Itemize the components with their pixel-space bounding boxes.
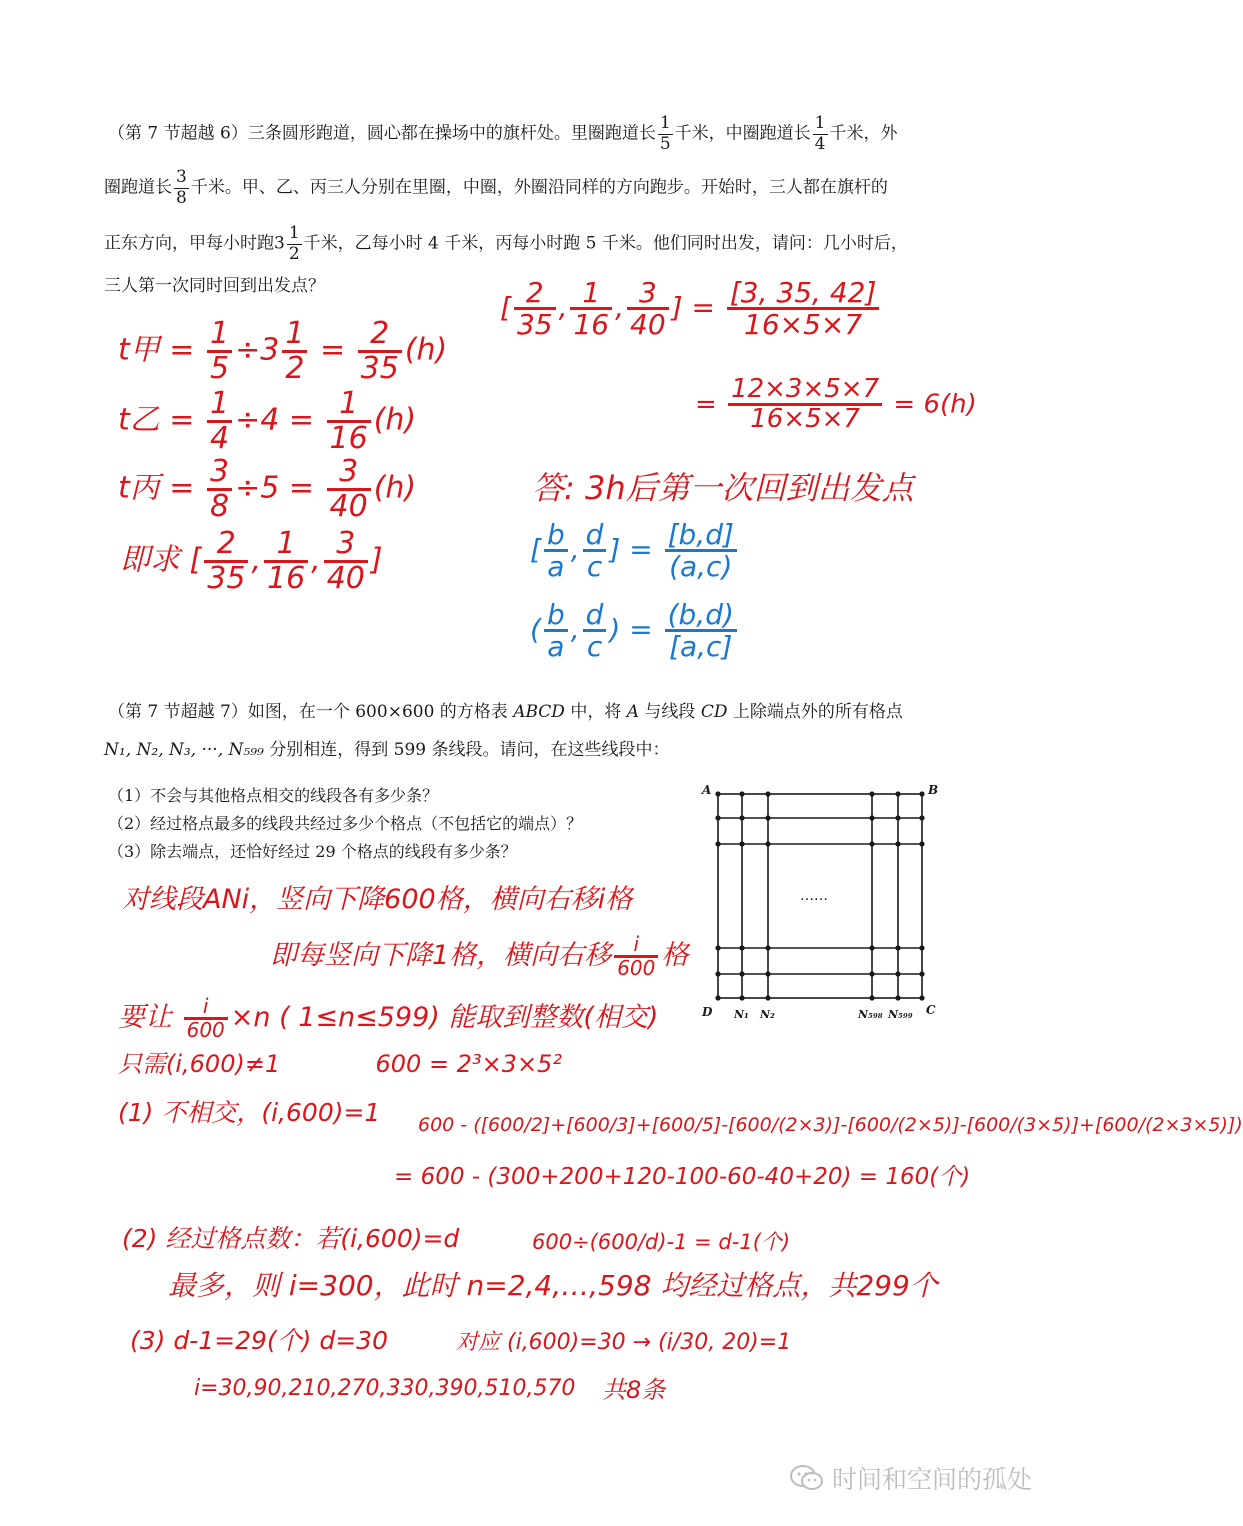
grid-point [715, 791, 720, 796]
grid-point [919, 791, 924, 796]
hw-answer6: 答: 3h后第一次回到出发点 [532, 469, 914, 507]
problem6-line2: 圈跑道长 $\frac{3}{8}$ 千米。甲、乙、丙三人分别在里圈，中圈，外圈沿同样的方向跑步。开始时，三人都在旗杆的 [104, 167, 888, 208]
grid-point [895, 971, 900, 976]
grid-point [895, 995, 900, 1000]
grid-point [765, 791, 770, 796]
watermark [790, 1460, 1032, 1496]
grid-point [919, 945, 924, 950]
formula-gcd-fractions: ( $\frac{b}{a}$ , $\frac{d}{c}$ ) = $\frac{(b,d)}{[a,c]}$ [530, 600, 740, 662]
hw7-line1: 对线段ANi，竖向下降600格，横向右移i格 [122, 884, 633, 915]
grid-point [739, 841, 744, 846]
grid-point [715, 945, 720, 950]
label-a: A [702, 783, 712, 797]
hw7-line7b: 600÷(600/d)-1 = d-1(个) [532, 1230, 791, 1254]
problem6-line1: （第 7 节超越 6）三条圆形跑道，圆心都在操场中的旗杆处。里圈跑道长 $\frac{1}{5}$ 千米，中圈跑道长 $\frac{1}{4}$ 千米，外 [108, 113, 898, 154]
grid-point [765, 995, 770, 1000]
hw7-line5b: 600 - ([600/2]+[600/3]+[600/5]-[600/(2×3)]-[600/(2×5)]-[600/(3×5)]+[600/(2×3×5)]) [418, 1114, 1243, 1136]
hw7-line6: = 600 - (300+200+120-100-60-40+20) = 160(个) [394, 1164, 971, 1190]
hw-lcm-line2: = $\frac{12\times 3\times 5\times 7}{16\times 5\times 7}$ = 6(h) [695, 374, 977, 435]
grid-point [869, 945, 874, 950]
hw7-line7a: (2) 经过格点数：若(i,600)=d [122, 1224, 460, 1253]
grid-point [765, 815, 770, 820]
grid-point [869, 995, 874, 1000]
hw7-line9b: 对应 (i,600)=30 → (i/30, 20)=1 [456, 1330, 792, 1355]
grid-point [765, 971, 770, 976]
grid-point [715, 841, 720, 846]
problem7-q3: （3）除去端点，还恰好经过 29 个格点的线段有多少条？ [108, 842, 517, 861]
grid-point [869, 841, 874, 846]
label-n1: N₁ [734, 1008, 749, 1021]
wechat-icon [790, 1464, 824, 1492]
problem7-q2: （2）经过格点最多的线段共经过多少个格点（不包括它的端点）？ [108, 814, 583, 833]
grid-ellipsis: …… [800, 888, 828, 904]
grid-point [895, 841, 900, 846]
fraction-inner-track: $\frac{1}{5}$ [659, 113, 671, 154]
hw7-line5a: (1) 不相交，(i,600)=1 [118, 1098, 381, 1127]
hw7-line8: 最多，则 i=300，此时 n=2,4,…,598 均经过格点，共299个 [168, 1269, 938, 1302]
hw-t-bing: t丙 = $\frac{3}{8}$ ÷5 = $\frac{3}{40}$ (h) [118, 454, 417, 524]
grid-point [715, 995, 720, 1000]
grid-point [895, 791, 900, 796]
hw-lcm-line1: [ $\frac{2}{35}$ , $\frac{1}{16}$ , $\frac{3}{40}$ ] = $\frac{[3, 35, 42]}{16\times 5\times 7}$ [500, 278, 882, 340]
label-b: B [928, 783, 939, 797]
label-n599: N₅₉₉ [888, 1008, 913, 1021]
grid-point [895, 815, 900, 820]
grid-point [739, 995, 744, 1000]
formula-lcm-fractions: [ $\frac{b}{a}$ , $\frac{d}{c}$ ] = $\frac{[b,d]}{(a,c)}$ [530, 520, 740, 582]
fraction-middle-track: $\frac{1}{4}$ [814, 113, 826, 154]
hw-t-jia: t甲 = $\frac{1}{5}$ ÷3 $\frac{1}{2}$ = $\frac{2}{35}$ (h) [118, 316, 448, 386]
grid-point [919, 995, 924, 1000]
grid-point [895, 945, 900, 950]
grid-point [919, 815, 924, 820]
mixed-number-speed: 3 $\frac{1}{2}$ [274, 223, 300, 264]
label-n2: N₂ [760, 1008, 775, 1021]
grid-point [919, 971, 924, 976]
grid-point [869, 971, 874, 976]
hw-ask-lcm: 即求 [ $\frac{2}{35}$ , $\frac{1}{16}$ , $\frac{3}{40}$ ] [120, 526, 383, 596]
fraction-outer-track: $\frac{3}{8}$ [176, 167, 187, 208]
grid-point [715, 815, 720, 820]
problem7-line1: （第 7 节超越 7）如图，在一个 600×600 的方格表 ABCD 中，将 A 与线段 CD 上除端点外的所有格点 [108, 702, 903, 722]
hw7-line10a: i=30,90,210,270,330,390,510,570 [194, 1376, 576, 1401]
hw7-line10b: 共8条 [602, 1376, 666, 1404]
problem6-line4: 三人第一次同时回到出发点？ [104, 276, 325, 296]
grid-point [869, 791, 874, 796]
grid-point [739, 815, 744, 820]
label-d: D [702, 1005, 713, 1019]
hw7-line4: 只需(i,600)≠1 600 = 2³×3×5² [118, 1050, 562, 1078]
grid-diagram [700, 782, 950, 1032]
grid-point [869, 815, 874, 820]
grid-point [765, 841, 770, 846]
hw7-line2: 即每竖向下降1格，横向右移 $\frac{i}{600}$ 格 [270, 932, 689, 980]
grid-point [739, 945, 744, 950]
label-n598: N₅₉₈ [858, 1008, 883, 1021]
problem6-line3: 正东方向，甲每小时跑3 $\frac{1}{2}$ 千米，乙每小时 4 千米，丙每小时跑 5 千米。他们同时出发，请问：几小时后， [104, 223, 908, 264]
hw7-line3: 要让 $\frac{i}{600}$ ×n ( 1≤n≤599) 能取到整数(相交) [118, 994, 659, 1042]
grid-point [739, 971, 744, 976]
problem7-q1: （1）不会与其他格点相交的线段各有多少条？ [108, 786, 439, 805]
grid-point [715, 971, 720, 976]
hw7-line9a: (3) d-1=29(个) d=30 [130, 1326, 388, 1355]
watermark-text: 时间和空间的孤处 [832, 1465, 1033, 1494]
problem7-line2: N₁, N₂, N₃, ···, N₅₉₉ 分别相连，得到 599 条线段。请问，在这些线段中： [104, 740, 670, 760]
grid-point [919, 841, 924, 846]
hw-t-yi: t乙 = $\frac{1}{4}$ ÷4 = $\frac{1}{16}$ (h) [118, 386, 417, 456]
label-c: C [926, 1003, 936, 1017]
grid-point [739, 791, 744, 796]
grid-point [765, 945, 770, 950]
